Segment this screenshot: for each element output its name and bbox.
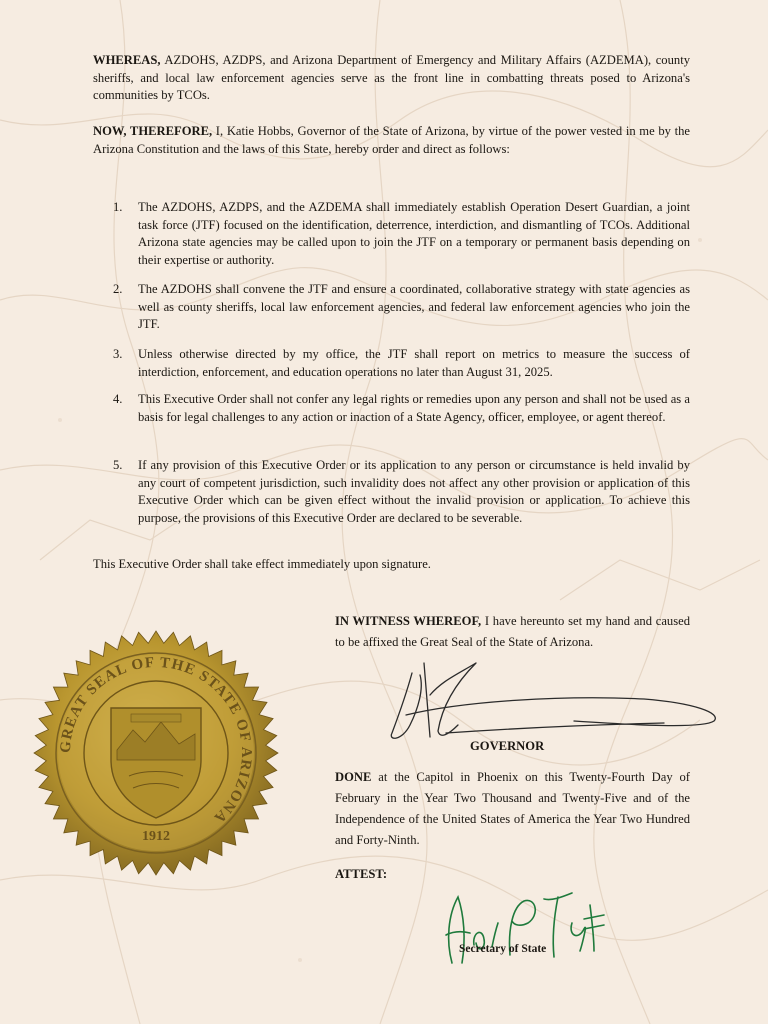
item-number: 5. [113, 458, 123, 472]
great-seal-icon [33, 630, 279, 876]
whereas-paragraph [93, 52, 690, 105]
done-paragraph [335, 767, 690, 851]
now-therefore-lead: NOW, THEREFORE, [93, 124, 213, 138]
now-therefore-text: I, Katie Hobbs, Governor of the State of Arizona, by virtue of the power vested in me by the Arizona Constitution and the laws of this State, hereby order and direct as follows: [93, 124, 690, 156]
item-number: 2. [113, 282, 123, 296]
item-number: 4. [113, 392, 123, 406]
seal-ring-text: GREAT SEAL OF THE STATE OF ARIZONA [57, 654, 255, 827]
done-lead: DONE [335, 770, 372, 784]
whereas-text: AZDOHS, AZDPS, and Arizona Department of Emergency and Military Affairs (AZDEMA), county sheriffs, and local law enforcement agencies serve as the front line in combatting threats posed to Arizona's communities by TCOs. [93, 53, 690, 103]
witness-lead: IN WITNESS WHEREOF, [335, 614, 482, 628]
witness-text: I have hereunto set my hand and caused to be affixed the Great Seal of the State of Arizona. [335, 614, 690, 649]
seal-year: 1912 [142, 829, 170, 844]
secretary-signature [432, 885, 607, 970]
now-therefore-paragraph [93, 123, 690, 158]
order-item: The AZDOHS, AZDPS, and the AZDEMA shall immediately establish Operation Desert Guardian, a joint task force (JTF) focused on the identification, deterrence, interdiction, and dismantling of TCOs. Additional Arizona state agencies may be called upon to join the JTF on a temporary or permanent basis depending on their expertise or authority. [138, 200, 690, 267]
order-item: If any provision of this Executive Order or its application to any person or circumstance is held invalid by any court of competent jurisdiction, such invalidity does not affect any other provision or application of this Executive Order which can be given effect without the invalid provision or application. To achieve this purpose, the provisions of this Executive Order are declared to be severable. [138, 458, 690, 525]
order-item: Unless otherwise directed by my office, the JTF shall report on metrics to measure the success of interdiction, enforcement, and education operations no later than August 31, 2025. [138, 347, 690, 379]
order-item: This Executive Order shall not confer any legal rights or remedies upon any person and shall not be used as a basis for legal challenges to any action or inaction of a State Agency, officer, employee, or agent thereof. [138, 392, 690, 424]
whereas-lead: WHEREAS, [93, 53, 161, 67]
effect-statement: This Executive Order shall take effect immediately upon signature. [93, 557, 431, 571]
attest-label: ATTEST: [335, 867, 388, 881]
governor-label: GOVERNOR [470, 739, 545, 753]
item-number: 3. [113, 347, 123, 361]
witness-paragraph [335, 611, 690, 653]
done-text: at the Capitol in Phoenix on this Twenty-Fourth Day of February in the Year Two Thousand and Twenty-Five and of the Independence of the United States of America the Year Two Hundred and Forty-Ninth. [335, 770, 690, 847]
secretary-label: Secretary of State [459, 943, 547, 955]
governor-signature [384, 655, 729, 745]
order-item: The AZDOHS shall convene the JTF and ensure a coordinated, collaborative strategy with state agencies as well as county sheriffs, local law enforcement agencies, and federal law enforcement agencies who join the JTF. [138, 282, 690, 332]
item-number: 1. [113, 200, 123, 214]
